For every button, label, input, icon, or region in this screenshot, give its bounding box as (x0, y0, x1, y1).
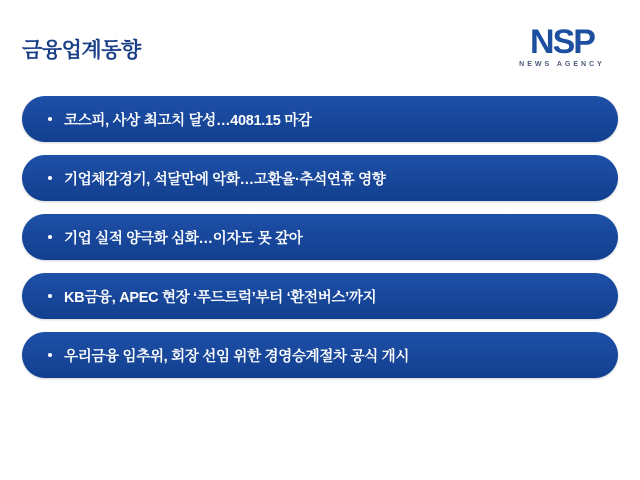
bullet-dot-icon (48, 353, 52, 357)
nsp-logo (506, 24, 618, 76)
list-item[interactable] (22, 214, 618, 260)
list-item[interactable] (22, 96, 618, 142)
bullet-dot-icon (48, 117, 52, 121)
bullet-dot-icon (48, 235, 52, 239)
list-item-label: 기업체감경기, 석달만에 악화…고환율·추석연휴 영향 (64, 171, 386, 188)
logo-wordmark: NSP (530, 23, 594, 61)
headline-list (22, 96, 618, 391)
slide-header (22, 24, 618, 80)
bullet-dot-icon (48, 176, 52, 180)
list-item-label: 기업 실적 양극화 심화…이자도 못 갚아 (64, 230, 303, 247)
list-item[interactable] (22, 332, 618, 378)
logo-tagline: NEWS AGENCY (519, 61, 605, 68)
list-item-label: KB금융, APEC 현장 ‘푸드트럭’부터 ‘환전버스’까지 (64, 289, 377, 306)
page-title: 금융업계동향 (22, 39, 141, 62)
list-item[interactable] (22, 273, 618, 319)
list-item-label: 우리금융 임추위, 회장 선임 위한 경영승계절차 공식 개시 (64, 348, 410, 365)
bullet-dot-icon (48, 294, 52, 298)
list-item-label: 코스피, 사상 최고치 달성…4081.15 마감 (64, 112, 312, 129)
list-item[interactable] (22, 155, 618, 201)
